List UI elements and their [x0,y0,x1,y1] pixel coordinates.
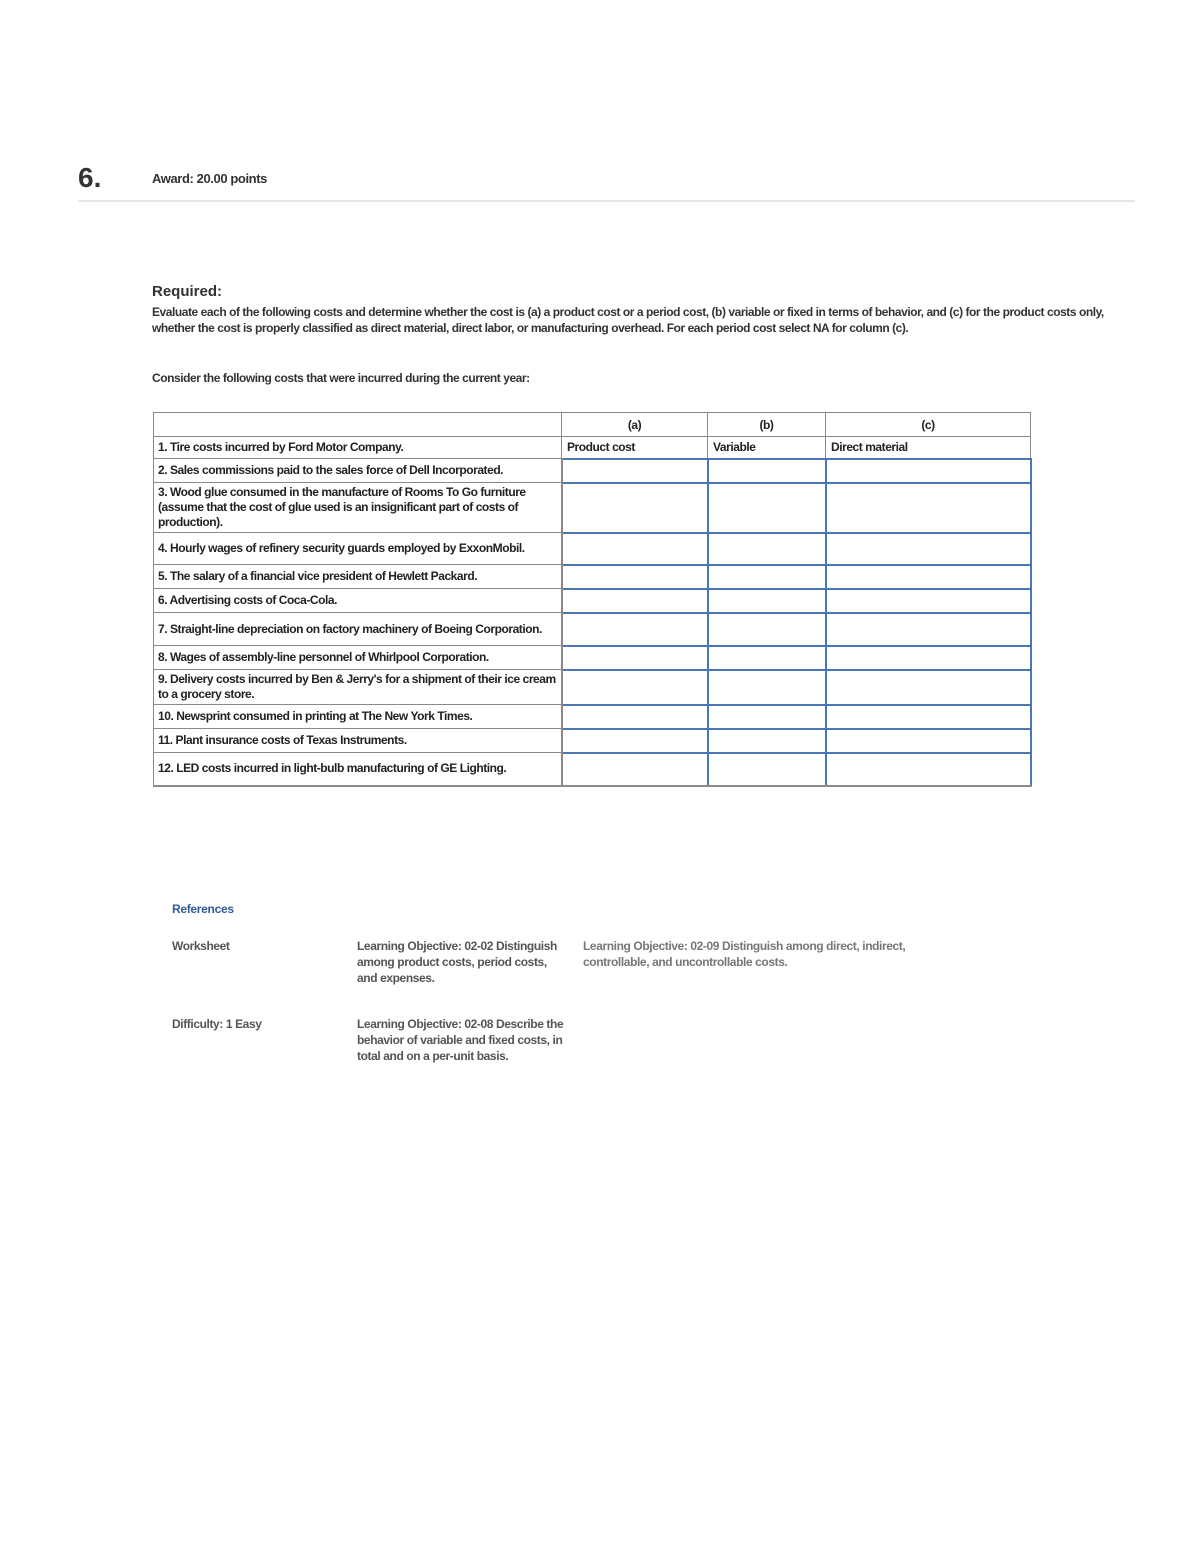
answer-cell-b[interactable] [708,646,826,670]
table-row [154,565,1031,589]
answer-cell-a[interactable] [562,729,708,753]
answer-cell-a[interactable] [562,613,708,646]
column-header-c: (c) [826,413,1031,437]
row-description: 4. Hourly wages of refinery security guards employed by ExxonMobil. [154,533,562,565]
table-row [154,533,1031,565]
table-row [154,753,1031,786]
answer-cell-c[interactable] [826,646,1031,670]
answer-cell-a[interactable] [562,459,708,483]
row-description: 6. Advertising costs of Coca-Cola. [154,589,562,613]
reference-worksheet: Worksheet [172,939,230,953]
table-row [154,483,1031,533]
table-row [154,670,1031,705]
example-answer-b: Variable [708,437,826,459]
question-number: 6. [78,162,102,193]
table-row [154,437,1031,459]
reference-difficulty: Difficulty: 1 Easy [172,1017,262,1031]
answer-cell-a[interactable] [562,589,708,613]
answer-cell-a[interactable] [562,565,708,589]
question-header [78,160,1135,202]
answer-cell-c[interactable] [826,483,1031,533]
answer-cell-b[interactable] [708,589,826,613]
table-row [154,459,1031,483]
answer-cell-b[interactable] [708,670,826,705]
reference-learning-objective-02-02: Learning Objective: 02-02 Distinguish among product costs, period costs, and expenses. [357,939,557,985]
answer-cell-c[interactable] [826,613,1031,646]
row-description: 12. LED costs incurred in light-bulb manufacturing of GE Lighting. [154,753,562,786]
answer-cell-b[interactable] [708,533,826,565]
table-row [154,729,1031,753]
answer-cell-a[interactable] [562,533,708,565]
table-row [154,589,1031,613]
consider-text: Consider the following costs that were incurred during the current year: [152,371,530,385]
example-answer-c: Direct material [826,437,1031,459]
table-row [154,613,1031,646]
row-description: 7. Straight-line depreciation on factory machinery of Boeing Corporation. [154,613,562,646]
table-row [154,646,1031,670]
answer-cell-c[interactable] [826,729,1031,753]
cost-classification-table [153,412,1032,787]
answer-cell-c[interactable] [826,670,1031,705]
table-row [154,705,1031,729]
answer-cell-a[interactable] [562,646,708,670]
table-header-row [154,413,1031,437]
answer-cell-b[interactable] [708,705,826,729]
row-description: 3. Wood glue consumed in the manufacture of Rooms To Go furniture (assume that the cost of glue used is an insignificant part of costs of production). [154,483,562,533]
row-description: 9. Delivery costs incurred by Ben & Jerry's for a shipment of their ice cream to a grocery store. [154,670,562,705]
reference-learning-objective-02-09: Learning Objective: 02-09 Distinguish among direct, indirect, controllable, and uncontrollable costs. [583,939,906,969]
answer-cell-a[interactable] [562,753,708,786]
answer-cell-c[interactable] [826,753,1031,786]
answer-cell-c[interactable] [826,589,1031,613]
row-description: 10. Newsprint consumed in printing at The New York Times. [154,705,562,729]
answer-cell-c[interactable] [826,533,1031,565]
answer-cell-a[interactable] [562,483,708,533]
answer-cell-a[interactable] [562,705,708,729]
answer-cell-b[interactable] [708,613,826,646]
answer-cell-b[interactable] [708,483,826,533]
reference-learning-objective-02-08: Learning Objective: 02-08 Describe the behavior of variable and fixed costs, in total and on a per-unit basis. [357,1017,564,1063]
required-title: Required: [152,283,223,300]
answer-cell-b[interactable] [708,459,826,483]
answer-cell-c[interactable] [826,459,1031,483]
answer-cell-b[interactable] [708,729,826,753]
column-header-description [154,413,562,437]
column-header-a: (a) [562,413,708,437]
answer-cell-a[interactable] [562,670,708,705]
instructions-text: Evaluate each of the following costs and determine whether the cost is (a) a product cost or a period cost, (b) variable or fixed in terms of behavior, and (c) for the product costs only, whether the cost is properly classified as direct material, direct labor, or manufacturing overhead. For each period cost select NA for column (c). [152,305,1104,335]
answer-cell-b[interactable] [708,565,826,589]
row-description: 8. Wages of assembly-line personnel of Whirlpool Corporation. [154,646,562,670]
row-description: 11. Plant insurance costs of Texas Instruments. [154,729,562,753]
column-header-b: (b) [708,413,826,437]
example-answer-a: Product cost [562,437,708,459]
row-description: 2. Sales commissions paid to the sales force of Dell Incorporated. [154,459,562,483]
references-title: References [172,902,234,916]
answer-cell-c[interactable] [826,705,1031,729]
award-points: Award: 20.00 points [152,171,267,186]
row-description: 5. The salary of a financial vice president of Hewlett Packard. [154,565,562,589]
answer-cell-c[interactable] [826,565,1031,589]
row-description: 1. Tire costs incurred by Ford Motor Company. [154,437,562,459]
answer-cell-b[interactable] [708,753,826,786]
